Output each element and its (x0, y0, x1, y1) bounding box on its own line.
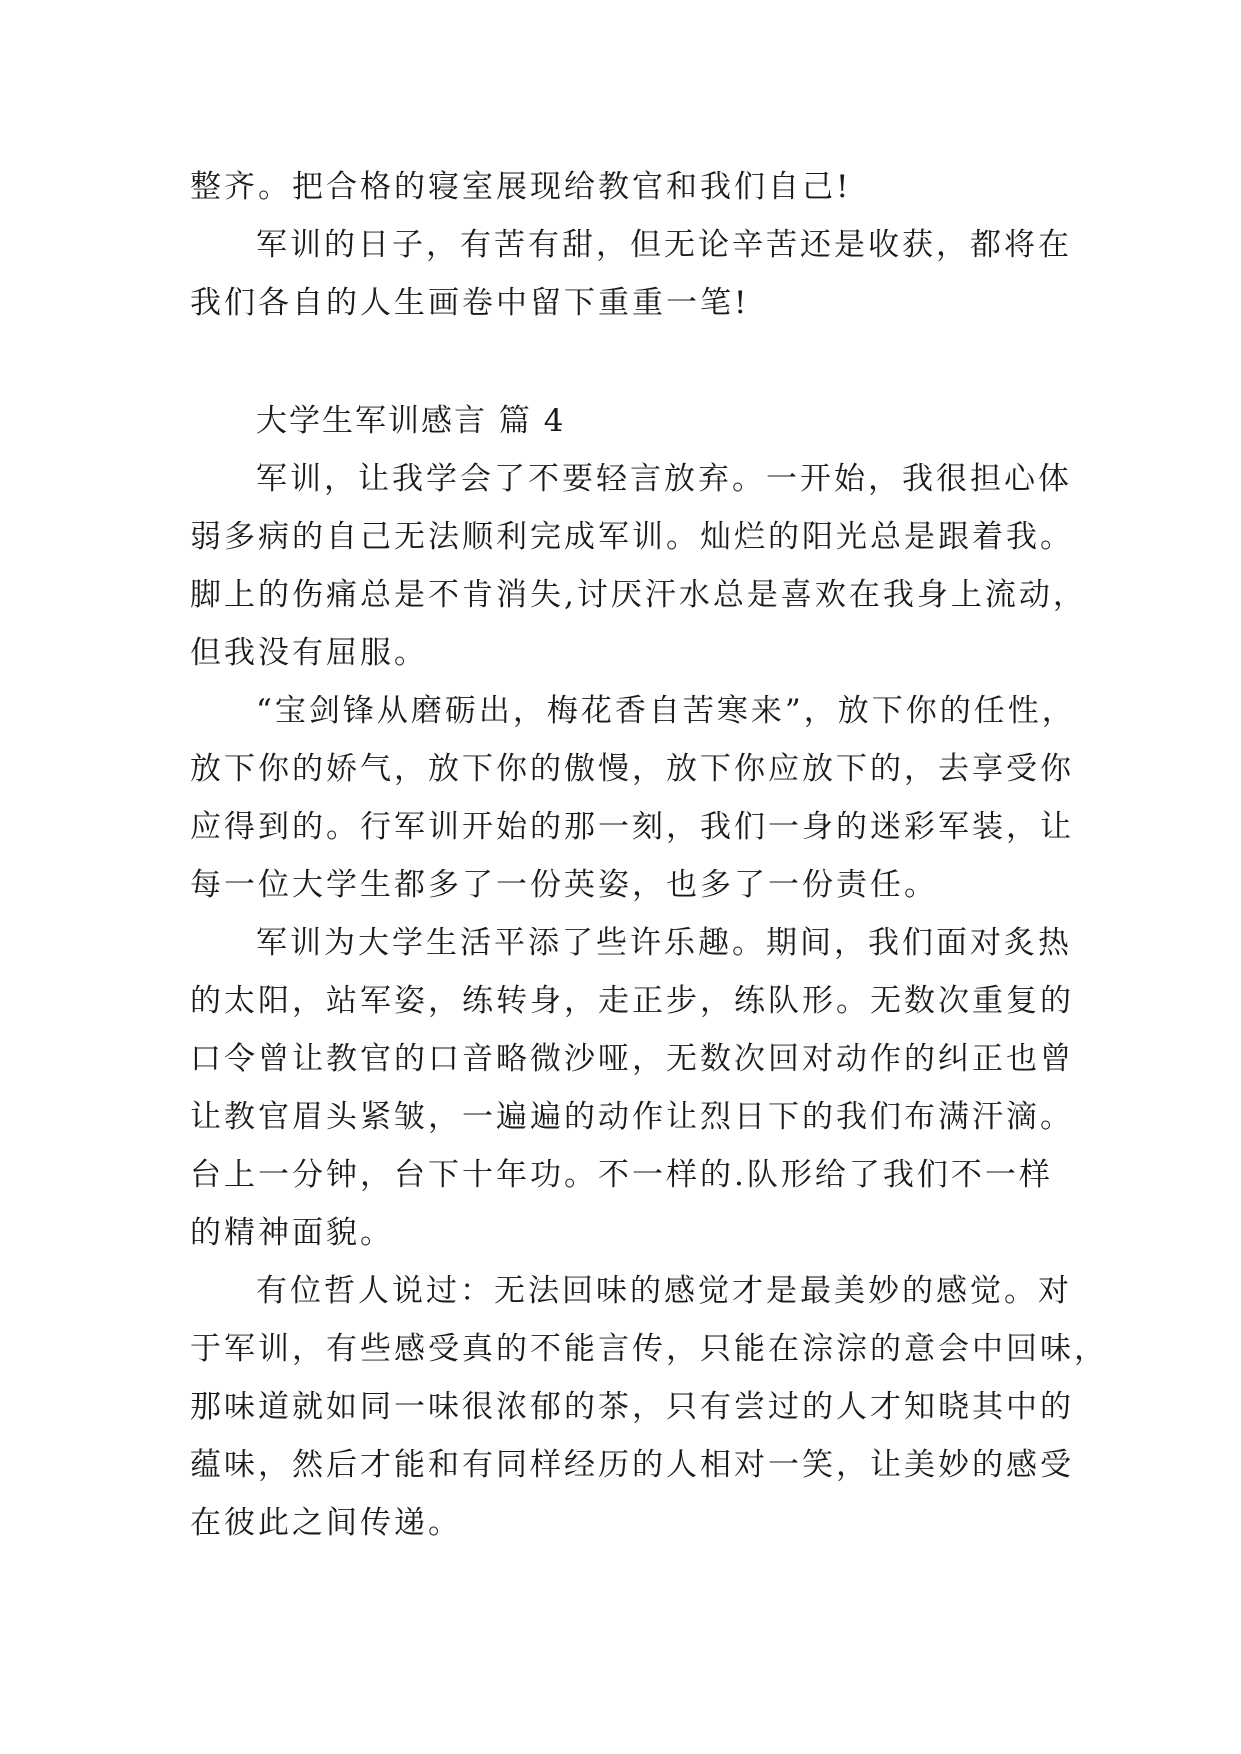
text-line: 在彼此之间传递。 (190, 1505, 462, 1541)
section-gap (190, 332, 1060, 392)
text-line: 我们各自的人生画卷中留下重重一笔! (190, 285, 750, 321)
text-line: 脚上的伤痛总是不肯消失,讨厌汗水总是喜欢在我身上流动， (190, 577, 1087, 613)
text-line: 应得到的。行军训开始的那一刻，我们一身的迷彩军装，让 (190, 809, 1074, 845)
section-heading: 大学生军训感言 篇 4 (256, 403, 566, 439)
text-line: 的精神面貌。 (190, 1215, 394, 1251)
text-line: 于军训，有些感受真的不能言传，只能在淙淙的意会中回味， (190, 1331, 1108, 1367)
text-line: 弱多病的自己无法顺利完成军训。灿烂的阳光总是跟着我。 (190, 519, 1074, 555)
text-line: 蕴味，然后才能和有同样经历的人相对一笑，让美妙的感受 (190, 1447, 1074, 1483)
text-line: 整齐。把合格的寝室展现给教官和我们自己! (190, 169, 852, 205)
text-line: 每一位大学生都多了一份英姿，也多了一份责任。 (190, 867, 938, 903)
paragraph-start: 军训的日子，有苦有甜，但无论辛苦还是收获，都将在 (256, 227, 1072, 263)
document-body (190, 158, 1108, 1552)
text-line: 放下你的娇气，放下你的傲慢，放下你应放下的，去享受你 (190, 751, 1074, 787)
paragraph-start: 有位哲人说过：无法回味的感觉才是最美妙的感觉。对 (256, 1273, 1072, 1309)
text-line: 的太阳，站军姿，练转身，走正步，练队形。无数次重复的 (190, 983, 1074, 1019)
text-line: 让教官眉头紧皱，一遍遍的动作让烈日下的我们布满汗滴。 (190, 1099, 1074, 1135)
paragraph-start: 军训，让我学会了不要轻言放弃。一开始，我很担心体 (256, 461, 1072, 497)
text-line: 口令曾让教官的口音略微沙哑，无数次回对动作的纠正也曾 (190, 1041, 1074, 1077)
paragraph-start: “宝剑锋从磨砺出，梅花香自苦寒来”，放下你的任性， (256, 693, 1076, 729)
paragraph-start: 军训为大学生活平添了些许乐趣。期间，我们面对炙热 (256, 925, 1072, 961)
text-line: 台上一分钟，台下十年功。不一样的.队形给了我们不一样 (190, 1157, 1053, 1193)
text-line: 那味道就如同一味很浓郁的茶，只有尝过的人才知晓其中的 (190, 1389, 1074, 1425)
text-line: 但我没有屈服。 (190, 635, 428, 671)
